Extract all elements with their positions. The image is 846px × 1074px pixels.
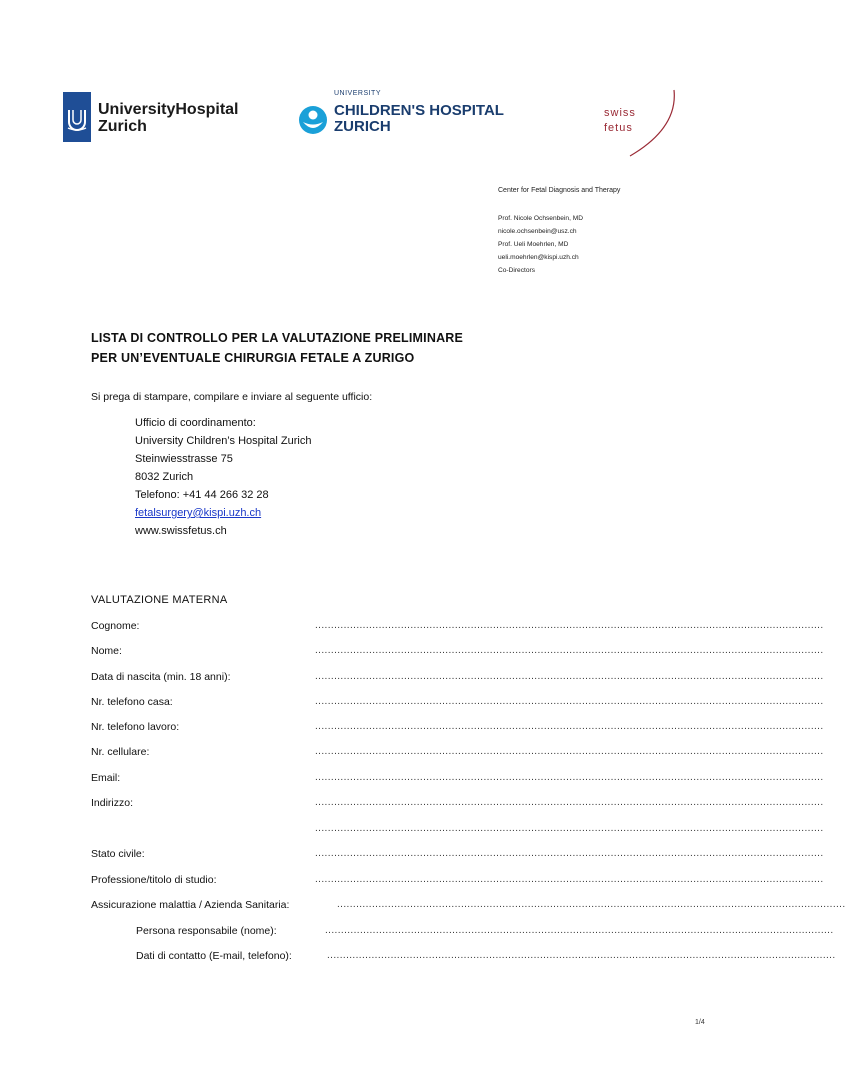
- form-row-telefono-casa: [91, 696, 824, 712]
- field-label: Email:: [91, 772, 121, 784]
- usz-logo-text: UniversityHospital Zurich: [98, 101, 239, 135]
- kispi-logo-mark: [298, 105, 328, 135]
- director-email[interactable]: ueli.moehrlen@kispi.uzh.ch: [498, 254, 579, 261]
- office-address: [135, 414, 311, 540]
- field-label: Stato civile:: [91, 848, 145, 860]
- form-row-indirizzo-2: [91, 823, 824, 839]
- director-line: Prof. Nicole Ochsenbein, MD: [498, 215, 584, 222]
- field-label: Nr. telefono casa:: [91, 696, 173, 708]
- fill-line[interactable]: ................................................................................................................................................................: [337, 899, 846, 910]
- director-line: Co-Directors: [498, 267, 536, 274]
- form-row-cognome: [91, 620, 824, 636]
- office-website: www.swissfetus.ch: [135, 525, 227, 537]
- field-label: Assicurazione malattia / Azienda Sanitaria:: [91, 899, 290, 911]
- field-label: Data di nascita (min. 18 anni):: [91, 671, 231, 683]
- field-label: Nr. cellulare:: [91, 746, 150, 758]
- swissfetus-logo-text: swiss fetus: [604, 107, 636, 134]
- center-name: Center for Fetal Diagnosis and Therapy: [498, 187, 621, 194]
- office-street: Steinwiesstrasse 75: [135, 453, 233, 465]
- fill-line[interactable]: ................................................................................................................................................................: [315, 848, 824, 859]
- fill-line[interactable]: ................................................................................................................................................................: [327, 950, 836, 961]
- fill-line[interactable]: ................................................................................................................................................................: [315, 797, 824, 808]
- document-title: LISTA DI CONTROLLO PER LA VALUTAZIONE PRELIMINARE PER UN’EVENTUALE CHIRURGIA FETALE A ZURIGO: [91, 331, 464, 365]
- form-row-persona-responsabile: [91, 925, 834, 941]
- kispi-logo-text: CHILDREN'S HOSPITAL ZURICH: [334, 102, 504, 135]
- directors-block: [498, 212, 583, 277]
- field-label: Nome:: [91, 645, 122, 657]
- office-hospital: University Children’s Hospital Zurich: [135, 435, 312, 447]
- director-email[interactable]: nicole.ochsenbein@usz.ch: [498, 228, 577, 235]
- usz-logo-mark: [63, 92, 91, 142]
- office-name: Ufficio di coordinamento:: [135, 417, 256, 429]
- form-row-cellulare: [91, 746, 824, 762]
- fill-line[interactable]: ................................................................................................................................................................: [315, 671, 824, 682]
- office-city: 8032 Zurich: [135, 471, 194, 483]
- intro-text: Si prega di stampare, compilare e inviare al seguente ufficio:: [91, 391, 373, 403]
- field-label: Indirizzo:: [91, 797, 134, 809]
- kispi-university-label: UNIVERSITY: [334, 90, 382, 97]
- fill-line[interactable]: ................................................................................................................................................................: [315, 696, 824, 707]
- fill-line[interactable]: ................................................................................................................................................................: [315, 645, 824, 656]
- form-row-nome: [91, 645, 824, 661]
- fill-line[interactable]: ................................................................................................................................................................: [315, 823, 824, 834]
- office-email-link[interactable]: fetalsurgery@kispi.uzh.ch: [135, 507, 262, 519]
- director-line: Prof. Ueli Moehrlen, MD: [498, 241, 569, 248]
- fill-line[interactable]: ................................................................................................................................................................: [315, 721, 824, 732]
- fill-line[interactable]: ................................................................................................................................................................: [325, 925, 834, 936]
- form-row-professione: [91, 874, 824, 890]
- office-phone: Telefono: +41 44 266 32 28: [135, 489, 269, 501]
- fill-line[interactable]: ................................................................................................................................................................: [315, 746, 824, 757]
- fill-line[interactable]: ................................................................................................................................................................: [315, 620, 824, 631]
- form-row-indirizzo: [91, 797, 824, 813]
- fill-line[interactable]: ................................................................................................................................................................: [315, 772, 824, 783]
- section-heading: VALUTAZIONE MATERNA: [91, 594, 228, 606]
- field-label: Persona responsabile (nome):: [136, 925, 277, 937]
- field-label: Dati di contatto (E-mail, telefono):: [136, 950, 292, 962]
- field-label: Professione/titolo di studio:: [91, 874, 217, 886]
- form-row-assicurazione: [91, 899, 846, 915]
- fill-line[interactable]: ................................................................................................................................................................: [315, 874, 824, 885]
- form-row-stato-civile: [91, 848, 824, 864]
- form-row-telefono-lavoro: [91, 721, 824, 737]
- page-number: 1/4: [695, 1019, 705, 1026]
- form-row-data-nascita: [91, 671, 824, 687]
- field-label: Cognome:: [91, 620, 140, 632]
- form-row-email: [91, 772, 824, 788]
- field-label: Nr. telefono lavoro:: [91, 721, 180, 733]
- form-row-dati-contatto: [91, 950, 836, 966]
